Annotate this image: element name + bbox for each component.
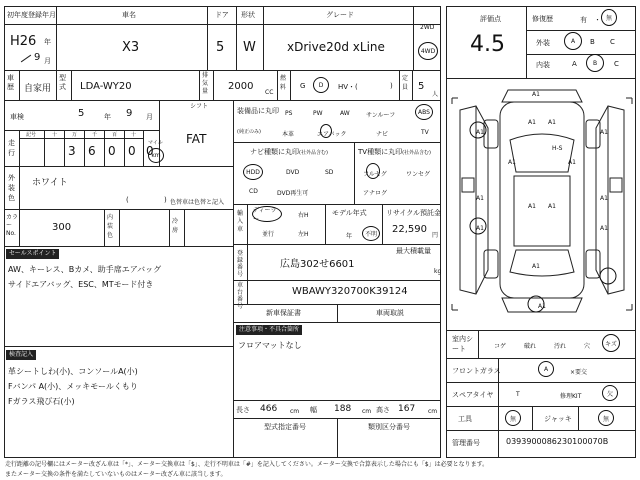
damage-mark: A1: [548, 203, 556, 210]
footer-note: 走行距離の記号欄にはメーター改ざん車は「*」、メーター交換車は「$」、走行不明車は「#」を記入してください。メーター交換で合算表示した場合にも「$」は必要となります。: [5, 461, 489, 468]
tv-header: TV種類に丸印(社外品含む): [358, 148, 431, 156]
damage-mark: A1: [508, 159, 516, 166]
sales-point-line: サイドエアバッグ、ESC、MTモード付き: [8, 280, 154, 289]
equip-pw: PW: [313, 110, 323, 117]
mileage-col-4: 百: [112, 132, 118, 138]
mileage-col-3: 千: [92, 132, 98, 138]
equip-airbag: エアバック: [317, 131, 347, 138]
mileage-digit: 3: [68, 144, 76, 158]
equip-sunroof: サンルーフ: [366, 112, 396, 119]
tv-analog: アナログ: [363, 190, 388, 197]
control-number-label: 管理番号: [452, 439, 480, 447]
drive-4wd-circled: 4WD: [418, 42, 438, 60]
import-parallel: 並行: [262, 231, 275, 238]
color-no-value: 300: [52, 222, 72, 233]
use-value: 自家用: [24, 84, 52, 94]
shape-label: 形状: [241, 11, 255, 19]
notes-header: 注意事項・不具合箇所: [236, 325, 302, 335]
width-label: 幅: [310, 406, 317, 414]
car-name: X3: [122, 40, 140, 55]
tv-fullseg-circle: [366, 163, 380, 179]
spare-label: スペアタイヤ: [452, 391, 494, 399]
inspector-line: Fバンパ A(小)、メッキモールくもり: [8, 382, 138, 391]
interior-color-label: 内装色: [107, 214, 114, 239]
interior-b-circled: B: [586, 54, 604, 72]
jack-label: ジャッキ: [544, 415, 572, 423]
footer-note: またメーター交換の条件を満たしていないものはメーター改ざん車に該当します。: [5, 471, 227, 478]
damage-mark: A1: [476, 225, 484, 232]
sales-points-header: セールスポイント: [6, 249, 59, 259]
model-value: LDA-WY20: [80, 81, 132, 92]
recycle-unit: 円: [432, 232, 439, 239]
repair-no-circled: 無: [601, 9, 617, 26]
first-reg-year: H26: [10, 34, 37, 49]
capacity-value: 5: [418, 81, 425, 92]
damage-mark: A1: [538, 303, 546, 310]
drive-2wd: 2WD: [420, 24, 435, 31]
model-label: 型式: [59, 74, 66, 91]
equipment-sub: (純正のみ): [237, 129, 261, 135]
fuel-label: 燃料: [280, 75, 287, 91]
repair-label: 修復歴: [532, 15, 553, 23]
score-value: 4.5: [470, 32, 505, 57]
recycle-value: 22,590: [392, 224, 427, 235]
interior-sheet-label: 室内シート: [452, 335, 473, 353]
tools-label: 工具: [458, 415, 472, 423]
color-note: 色替車は色替と記入: [170, 199, 225, 206]
inspection-label: 車検: [10, 113, 24, 121]
damage-mark: A1: [528, 203, 536, 210]
damage-mark: A1: [476, 195, 484, 202]
seat-dirt: 汚れ: [554, 343, 567, 350]
damage-mark: A1: [528, 119, 536, 126]
seat-scratch-circled: キズ: [602, 334, 620, 352]
color-value: ホワイト: [32, 178, 68, 188]
navi-sd: SD: [325, 169, 334, 176]
equip-abs-circled: ABS: [415, 104, 433, 120]
damage-mark: A1: [600, 225, 608, 232]
jack-none-circled: 無: [598, 410, 614, 426]
front-glass-label: フロントガラス: [452, 367, 501, 375]
interior-a: A: [572, 60, 577, 68]
capacity-label: 定員: [402, 75, 409, 91]
fuel-d-circled: D: [313, 77, 329, 93]
fuel-g: G: [300, 82, 306, 90]
score-label: 評価点: [480, 15, 501, 23]
model-year-unit: 年: [346, 233, 353, 240]
equip-ps: PS: [285, 110, 293, 117]
navi-hdd-circled: HDD: [243, 164, 263, 180]
model-year-label: モデル年式: [332, 209, 367, 217]
mileage-digit: 0: [108, 144, 116, 158]
inspection-month-unit: 月: [146, 113, 153, 121]
length-value: 466: [260, 404, 278, 414]
inspection-year: 5: [78, 108, 85, 119]
mileage-col-1: 十: [52, 132, 58, 138]
control-number-value: 0393900086230100070B: [506, 437, 609, 446]
height-value: 167: [398, 404, 416, 414]
seat-tear: 破れ: [524, 343, 537, 350]
damage-mark: A1: [600, 195, 608, 202]
notes-value: フロアマットなし: [238, 341, 302, 350]
exterior-c: C: [610, 38, 615, 46]
navi-dvd-play: DVD再生可: [277, 190, 309, 197]
length-unit: cm: [290, 408, 300, 415]
front-glass-replace: ×要交: [570, 369, 588, 376]
mileage-col-5: 十: [131, 132, 137, 138]
inspector-line: Fガラス飛び石(小): [8, 397, 75, 406]
disp-label: 排気量: [202, 72, 209, 95]
door-label: ドア: [215, 11, 229, 19]
import-left: 左H: [298, 231, 309, 238]
import-right: 右H: [298, 212, 309, 219]
import-dealer-circled: ディーラー: [252, 206, 282, 222]
mileage-col-symbol: 記号: [26, 132, 37, 138]
exterior-a-circled: A: [564, 32, 582, 50]
vin-value: WBAWY320700K39124: [292, 286, 408, 297]
height-label: 高さ: [376, 406, 390, 414]
damage-mark: A1: [548, 119, 556, 126]
door-count: 5: [216, 40, 225, 55]
interior-c: C: [614, 60, 619, 68]
interior-label: 内装: [536, 61, 550, 69]
damage-mark: A1: [600, 129, 608, 136]
import-label: 輸入車: [237, 210, 244, 233]
vehicle-manual: 車両取説: [376, 309, 404, 317]
vin-label: 車台番号: [237, 282, 244, 310]
color-note-open: (: [126, 196, 129, 204]
damage-mark: A1: [532, 91, 540, 98]
mileage-label: 走行: [8, 139, 15, 157]
use-label: 車歴: [7, 74, 14, 91]
tv-fullseg: フルセグ: [363, 171, 387, 178]
navi-header: ナビ種類に丸印(社外品含む): [250, 148, 328, 156]
width-value: 188: [334, 404, 352, 414]
seat-burn: コゲ: [494, 343, 507, 350]
year-unit: 年: [44, 38, 51, 46]
ac-label: 冷房: [172, 218, 179, 234]
car-name-label: 車名: [122, 11, 136, 19]
color-note-close: ): [164, 196, 167, 204]
inspector-header: 検査記入: [6, 350, 36, 360]
damage-mark: A1: [476, 129, 484, 136]
equip-leather: 本革: [282, 131, 295, 138]
plate-label: 登録番号: [237, 250, 244, 278]
fuel-hv: HV・(: [338, 83, 358, 91]
inspector-line: 革シートしわ(小)、コンソールA(小): [8, 367, 138, 376]
mileage-col-2: 万: [72, 132, 78, 138]
color-label: 外装色: [8, 174, 15, 202]
mileage-digit: 6: [88, 144, 96, 158]
type-designation-label: 型式指定番号: [264, 423, 306, 431]
tools-none-circled: 無: [505, 410, 521, 426]
tv-oneseg: ワンセグ: [406, 171, 431, 178]
damage-mark: A1: [532, 263, 540, 270]
navi-cd: CD: [249, 188, 258, 195]
grade-value: xDrive20d xLine: [287, 40, 385, 54]
class-number-label: 類別区分番号: [368, 423, 410, 431]
spare-kit: 修理KIT: [560, 393, 582, 400]
km-circled: km: [148, 148, 164, 163]
fuel-end: ): [390, 82, 393, 90]
equip-aw: AW: [340, 110, 350, 117]
front-glass-a-circled: A: [538, 361, 554, 377]
color-no-label: カラーNo.: [6, 214, 19, 237]
equipment-label: 装備品に丸印: [237, 107, 279, 115]
month-unit: 月: [44, 57, 51, 65]
recycle-label: リサイクル預託金: [386, 209, 442, 217]
inspection-year-unit: 年: [104, 113, 111, 121]
mile-label: マイル: [148, 140, 163, 146]
body-shape: W: [243, 40, 256, 55]
exterior-label: 外装: [536, 39, 550, 47]
first-reg-month: 9: [34, 52, 41, 63]
airbag-circle: [320, 124, 332, 138]
max-load-label: 最大積載量: [396, 247, 431, 255]
mileage-digit: 0: [128, 144, 136, 158]
navi-dvd: DVD: [286, 169, 300, 176]
equip-tv: TV: [421, 129, 429, 136]
inspection-month: 9: [126, 108, 133, 119]
length-label: 長さ: [236, 406, 250, 414]
car-diagram: [448, 80, 636, 328]
capacity-unit: 人: [432, 91, 439, 98]
spare-t: T: [516, 391, 520, 398]
equip-navi: ナビ: [376, 131, 389, 138]
width-unit: cm: [362, 408, 372, 415]
max-load-unit: kg: [434, 268, 442, 275]
mileage-digit: 0: [146, 144, 154, 158]
cc-unit: CC: [265, 89, 274, 96]
seat-hole: 穴: [584, 343, 591, 350]
model-year-unknown-circled: 不明: [362, 226, 380, 241]
shift-value: FAT: [186, 132, 207, 146]
repair-yes: 有: [580, 16, 587, 24]
plate-value: 広島302せ6601: [280, 259, 355, 270]
height-unit: cm: [428, 408, 438, 415]
shift-label: シフト: [190, 103, 209, 110]
glass-note: H-S: [552, 145, 563, 152]
spare-none-circled: 欠: [602, 385, 618, 401]
grade-label: グレード: [326, 11, 354, 19]
damage-mark: A1: [568, 159, 576, 166]
first-reg-label: 初年度登録年月: [7, 11, 56, 19]
exterior-b: B: [590, 38, 595, 46]
new-car-warranty: 新車保証書: [266, 309, 301, 317]
sales-point-line: AW、キーレス、Bカメ、助手席エアバッグ: [8, 265, 162, 274]
displacement-value: 2000: [228, 81, 254, 92]
